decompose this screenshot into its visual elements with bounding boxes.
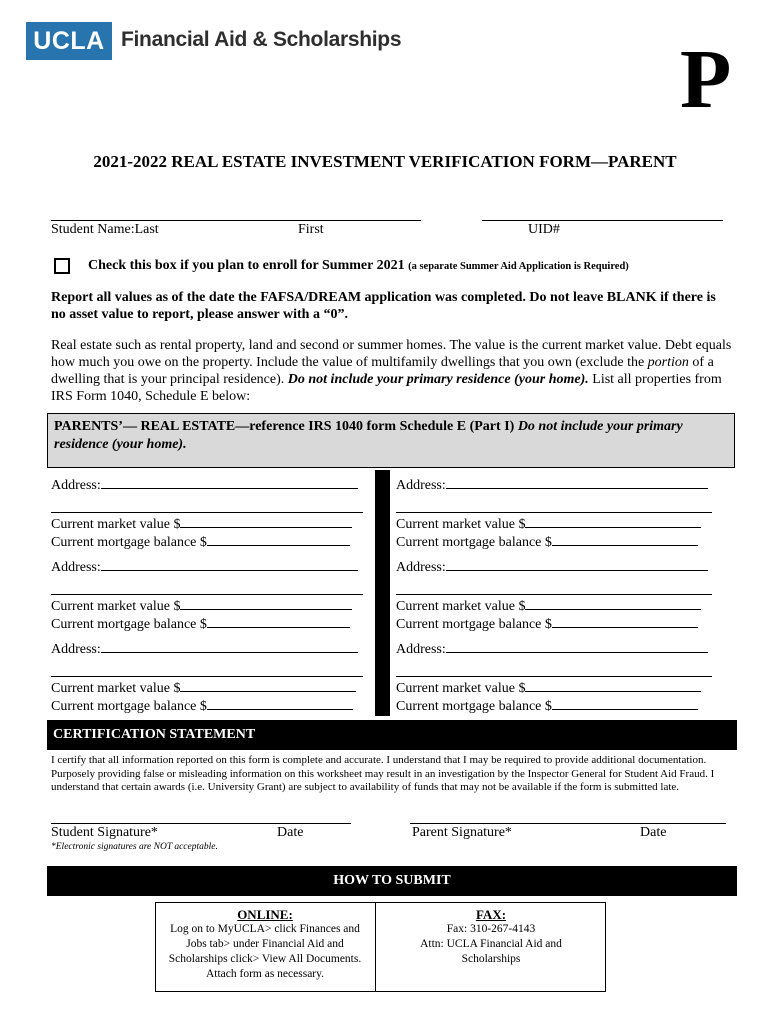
address-field[interactable] <box>101 640 358 653</box>
address-field-line-2[interactable] <box>396 500 712 513</box>
mortgage-label: Current mortgage balance $ <box>396 617 552 632</box>
address-label: Address: <box>51 478 101 493</box>
mortgage-label: Current mortgage balance $ <box>51 535 207 550</box>
market-value-field[interactable] <box>180 679 356 692</box>
ucla-logo: UCLA <box>26 22 112 60</box>
address-field-line-2[interactable] <box>51 582 363 595</box>
parent-signature-label: Parent Signature* <box>412 825 512 840</box>
fax-attention: Attn: UCLA Financial Aid and Scholarships <box>420 938 562 965</box>
student-last-label: Student Name:Last <box>51 222 159 237</box>
real-estate-description <box>51 337 734 405</box>
desc-part-2: of a dwelling that is your principal residence). <box>51 355 714 387</box>
market-value-field[interactable] <box>525 515 701 528</box>
parent-signature-line[interactable] <box>410 823 726 824</box>
mortgage-field[interactable] <box>207 615 350 628</box>
section-heading: PARENTS’— REAL ESTATE—reference IRS 1040 form Schedule E (Part I) <box>54 419 518 434</box>
property-left-1 <box>51 476 371 551</box>
market-value-label: Current market value $ <box>51 599 181 614</box>
address-label: Address: <box>396 478 446 493</box>
fax-title: FAX: <box>475 907 507 922</box>
market-value-field[interactable] <box>180 515 352 528</box>
address-field[interactable] <box>101 476 358 489</box>
market-value-label: Current market value $ <box>51 681 181 696</box>
student-date-label: Date <box>277 825 304 840</box>
online-instructions: Log on to MyUCLA> click Finances and Jobs tab> under Financial Aid and Scholarships click> View All Documents. Attach form as necessary. <box>168 923 362 980</box>
address-field[interactable] <box>446 640 708 653</box>
form-letter: P <box>680 33 732 126</box>
property-right-3 <box>396 640 716 715</box>
address-label: Address: <box>396 642 446 657</box>
how-to-submit-heading: HOW TO SUBMIT <box>47 866 737 896</box>
online-title: ONLINE: <box>237 907 293 922</box>
market-value-field[interactable] <box>525 597 701 610</box>
org-name: Financial Aid & Scholarships <box>121 28 402 51</box>
summer-checkbox[interactable] <box>54 258 70 274</box>
mortgage-field[interactable] <box>207 697 353 710</box>
form-title: 2021-2022 REAL ESTATE INVESTMENT VERIFICATION FORM—PARENT <box>93 152 677 171</box>
mortgage-label: Current mortgage balance $ <box>51 699 207 714</box>
student-signature-line[interactable] <box>51 823 351 824</box>
certification-heading: CERTIFICATION STATEMENT <box>47 720 737 750</box>
property-left-2 <box>51 558 371 633</box>
market-value-field[interactable] <box>525 679 701 692</box>
submit-options-divider <box>375 902 376 992</box>
mortgage-label: Current mortgage balance $ <box>396 699 552 714</box>
mortgage-label: Current mortgage balance $ <box>396 535 552 550</box>
uid-label: UID# <box>528 222 560 237</box>
desc-part-3: List all properties from IRS Form 1040, Schedule E below: <box>51 372 722 404</box>
mortgage-field[interactable] <box>207 533 350 546</box>
property-left-3 <box>51 640 371 715</box>
signature-note: *Electronic signatures are NOT acceptable. <box>51 842 218 852</box>
fax-option <box>382 907 600 967</box>
market-value-label: Current market value $ <box>396 681 526 696</box>
student-first-label: First <box>298 222 324 237</box>
market-value-field[interactable] <box>180 597 352 610</box>
report-instructions: Report all values as of the date the FAFSA/DREAM application was completed. Do not leave BLANK if there is no asset value to report, please answer with a “0”. <box>51 290 716 322</box>
address-label: Address: <box>396 560 446 575</box>
mortgage-field[interactable] <box>552 697 698 710</box>
student-name-line[interactable] <box>51 220 421 221</box>
address-field[interactable] <box>446 476 708 489</box>
address-field-line-2[interactable] <box>396 582 712 595</box>
address-field-line-2[interactable] <box>396 664 712 677</box>
address-field-line-2[interactable] <box>51 500 363 513</box>
summer-label: Check this box if you plan to enroll for Summer 2021 <box>88 258 405 273</box>
property-right-2 <box>396 558 716 633</box>
fax-number: Fax: 310-267-4143 <box>446 923 536 935</box>
mortgage-label: Current mortgage balance $ <box>51 617 207 632</box>
address-field[interactable] <box>446 558 708 571</box>
column-divider <box>375 470 390 716</box>
summer-note: (a separate Summer Aid Application is Required) <box>408 261 629 272</box>
student-signature-label: Student Signature* <box>51 825 158 840</box>
summer-row <box>88 258 629 274</box>
uid-line[interactable] <box>482 220 723 221</box>
market-value-label: Current market value $ <box>396 517 526 532</box>
section-heading-italic: Do not include your primary residence (your home). <box>54 419 683 452</box>
address-label: Address: <box>51 560 101 575</box>
desc-bold-italic: Do not include your primary residence (your home). <box>287 372 589 387</box>
desc-part-1: Real estate such as rental property, land and second or summer homes. The value is the current market value. Debt equals how much you owe on the property. Include the value of multifamily dwellings that you own (exclude the <box>51 338 732 370</box>
mortgage-field[interactable] <box>552 615 698 628</box>
desc-italic: portion <box>647 355 689 370</box>
mortgage-field[interactable] <box>552 533 698 546</box>
market-value-label: Current market value $ <box>396 599 526 614</box>
certification-text: I certify that all information reported on this form is complete and accurate. I understand that I may be required to provide additional documentation. Purposely providing false or misleading information on this worksheet may result in an investigation by the Inspector General for Student Aid Fraud. I understand that certain awards (i.e. University Grant) are subject to availability of funds that may not be available if the form is submitted late. <box>51 754 715 793</box>
parent-date-label: Date <box>640 825 667 840</box>
section-heading-box <box>47 413 735 468</box>
online-option <box>160 907 370 982</box>
market-value-label: Current market value $ <box>51 517 181 532</box>
address-field[interactable] <box>101 558 358 571</box>
address-field-line-2[interactable] <box>51 664 363 677</box>
property-right-1 <box>396 476 716 551</box>
address-label: Address: <box>51 642 101 657</box>
